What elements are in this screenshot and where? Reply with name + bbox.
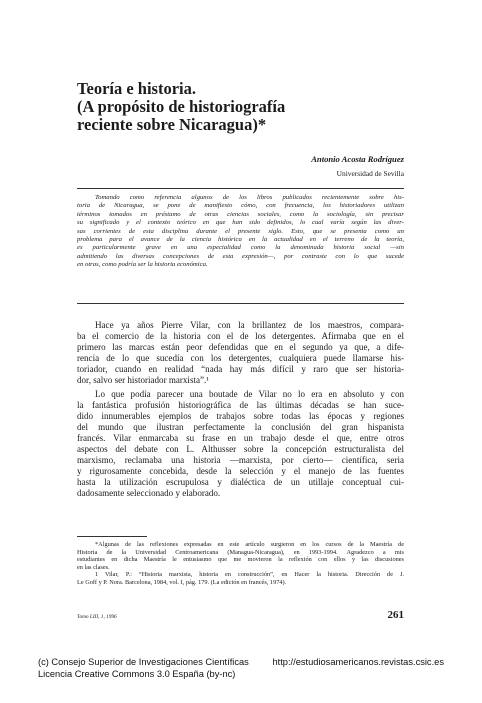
body-line: la fantástica profusión historiográfica de las últimas décadas se han suce-: [77, 399, 404, 410]
body-line: marxismo, reclamaba una historia —marxista, por cierto— científica, seria: [77, 455, 404, 466]
body-line: hasta la utilización escrupulosa y dialéctica de un utillaje conceptual cui-: [77, 477, 404, 488]
author-affiliation: Universidad de Sevilla: [336, 169, 404, 178]
footnote-line: en las clases.: [77, 563, 110, 571]
paragraph: [77, 389, 404, 500]
footnote-line: 1 Vilar, P.: “Historia marxista, historia en construcción”, en Hacer la historia. Dirección de J.: [95, 571, 404, 578]
footnote-line: Historia de la Universidad Centroamericana (Managua-Nicaragua), en 1993-1994. Agradezco a mis: [77, 548, 404, 556]
body-line: Lo que podía parecer una boutade de Vilar no lo era en absoluto y con: [95, 388, 404, 399]
license-notice: [38, 657, 249, 680]
body-line: del mundo que ilustran perfectamente la conclusión del gran hispanista: [77, 421, 404, 432]
abstract-bottom-rule: [77, 303, 404, 304]
body-line: dido innumerables ejemplos de trabajos sobre todas las épocas y regiones: [77, 410, 404, 421]
license-line: (c) Consejo Superior de Investigaciones Científicas: [38, 657, 249, 667]
abstract-line: términos tomados en préstamo de otras ciencias sociales, como la sociología, sin precisar: [77, 210, 404, 218]
body-line: y rigurosamente concebida, desde la selección y el manejo de las fuentes: [77, 466, 404, 477]
abstract-line: Tomando como referencia algunos de los libros publicados recientemente sobre his-: [95, 194, 404, 201]
page-number: 261: [387, 609, 404, 621]
body-line: primero las marcas están peor defendidas que en el segundo ya que, a dife-: [77, 342, 404, 353]
abstract-line: admitiendo las diversas concepciones de esta expresión—, por contraste con lo que sucede: [77, 252, 404, 260]
abstract-line: problema para el avance de la ciencia histórica en la actualidad en el terreno de la teoría,: [77, 236, 404, 244]
body-line: dor, salvo ser historiador marxista”.¹: [77, 375, 209, 386]
body-line: rencia de lo que sucedía con los detergentes, cualquiera puede llamarse his-: [77, 353, 404, 364]
body-line: toriador, cuando en realidad “nada hay más difícil y raro que ser historia-: [77, 364, 404, 375]
abstract-line: en otras, como podría ser la historia económica.: [77, 261, 208, 269]
paragraph: [77, 320, 404, 387]
footnote-line: *Algunas de las reflexiones expresadas en este artículo surgieron en los cursos de la Maestría de: [95, 541, 404, 548]
abstract-line: toria de Nicaragua, se pone de manifiesto cómo, con frecuencia, los historiadores utilizan: [77, 202, 404, 210]
body-line: ba el comercio de la historia con el de los detergentes. Afirmaba que en el: [77, 331, 404, 342]
journal-issue: Tomo LIII, 1, 1996: [77, 614, 117, 620]
body-line: aspectos del debate con L. Althusser sobre la concepción estructuralista del: [77, 444, 404, 455]
title-line: Teoría e historia.: [77, 79, 197, 98]
body-line: francés. Vilar enmarcaba su frase en un trabajo desde el que, entre otros: [77, 432, 404, 443]
abstract-line: es particularmente grave en una especialidad como la denominada historia social —sin: [77, 244, 404, 252]
abstract-line: sas corrientes de esta disciplina durante el presente siglo. Esto, que se presenta como un: [77, 227, 404, 235]
author-name: Antonio Acosta Rodríguez: [311, 154, 404, 164]
abstract: [77, 194, 404, 270]
body-text: [77, 320, 404, 500]
abstract-line: su significado y el contexto teórico en que han sido definidos, lo cual varía según las diver-: [77, 219, 404, 227]
footnotes: [77, 541, 404, 586]
footnote-rule: [77, 536, 147, 537]
title-line: reciente sobre Nicaragua)*: [77, 115, 267, 134]
footnote-line: Le Goff y P. Nora. Barcelona, 1984, vol. I, pág. 179. (La edición en francés, 1974).: [77, 578, 287, 586]
abstract-top-rule: [77, 188, 404, 189]
body-line: dadosamente seleccionado y elaborado.: [77, 488, 221, 499]
body-line: Hace ya años Pierre Vilar, con la brillantez de los maestros, compara-: [95, 320, 404, 330]
journal-url[interactable]: http://estudiosamericanos.revistas.csic.es: [272, 657, 444, 667]
footnote-line: estudiantes en dicha Maestría le entusiasmo que me movieron la reflexión con ellos y las discusiones: [77, 556, 404, 563]
license-line: Licencia Creative Commons 3.0 España (by-nc): [38, 668, 236, 679]
title-line: (A propósito de historiografía: [77, 97, 286, 116]
article-title: [77, 80, 437, 134]
